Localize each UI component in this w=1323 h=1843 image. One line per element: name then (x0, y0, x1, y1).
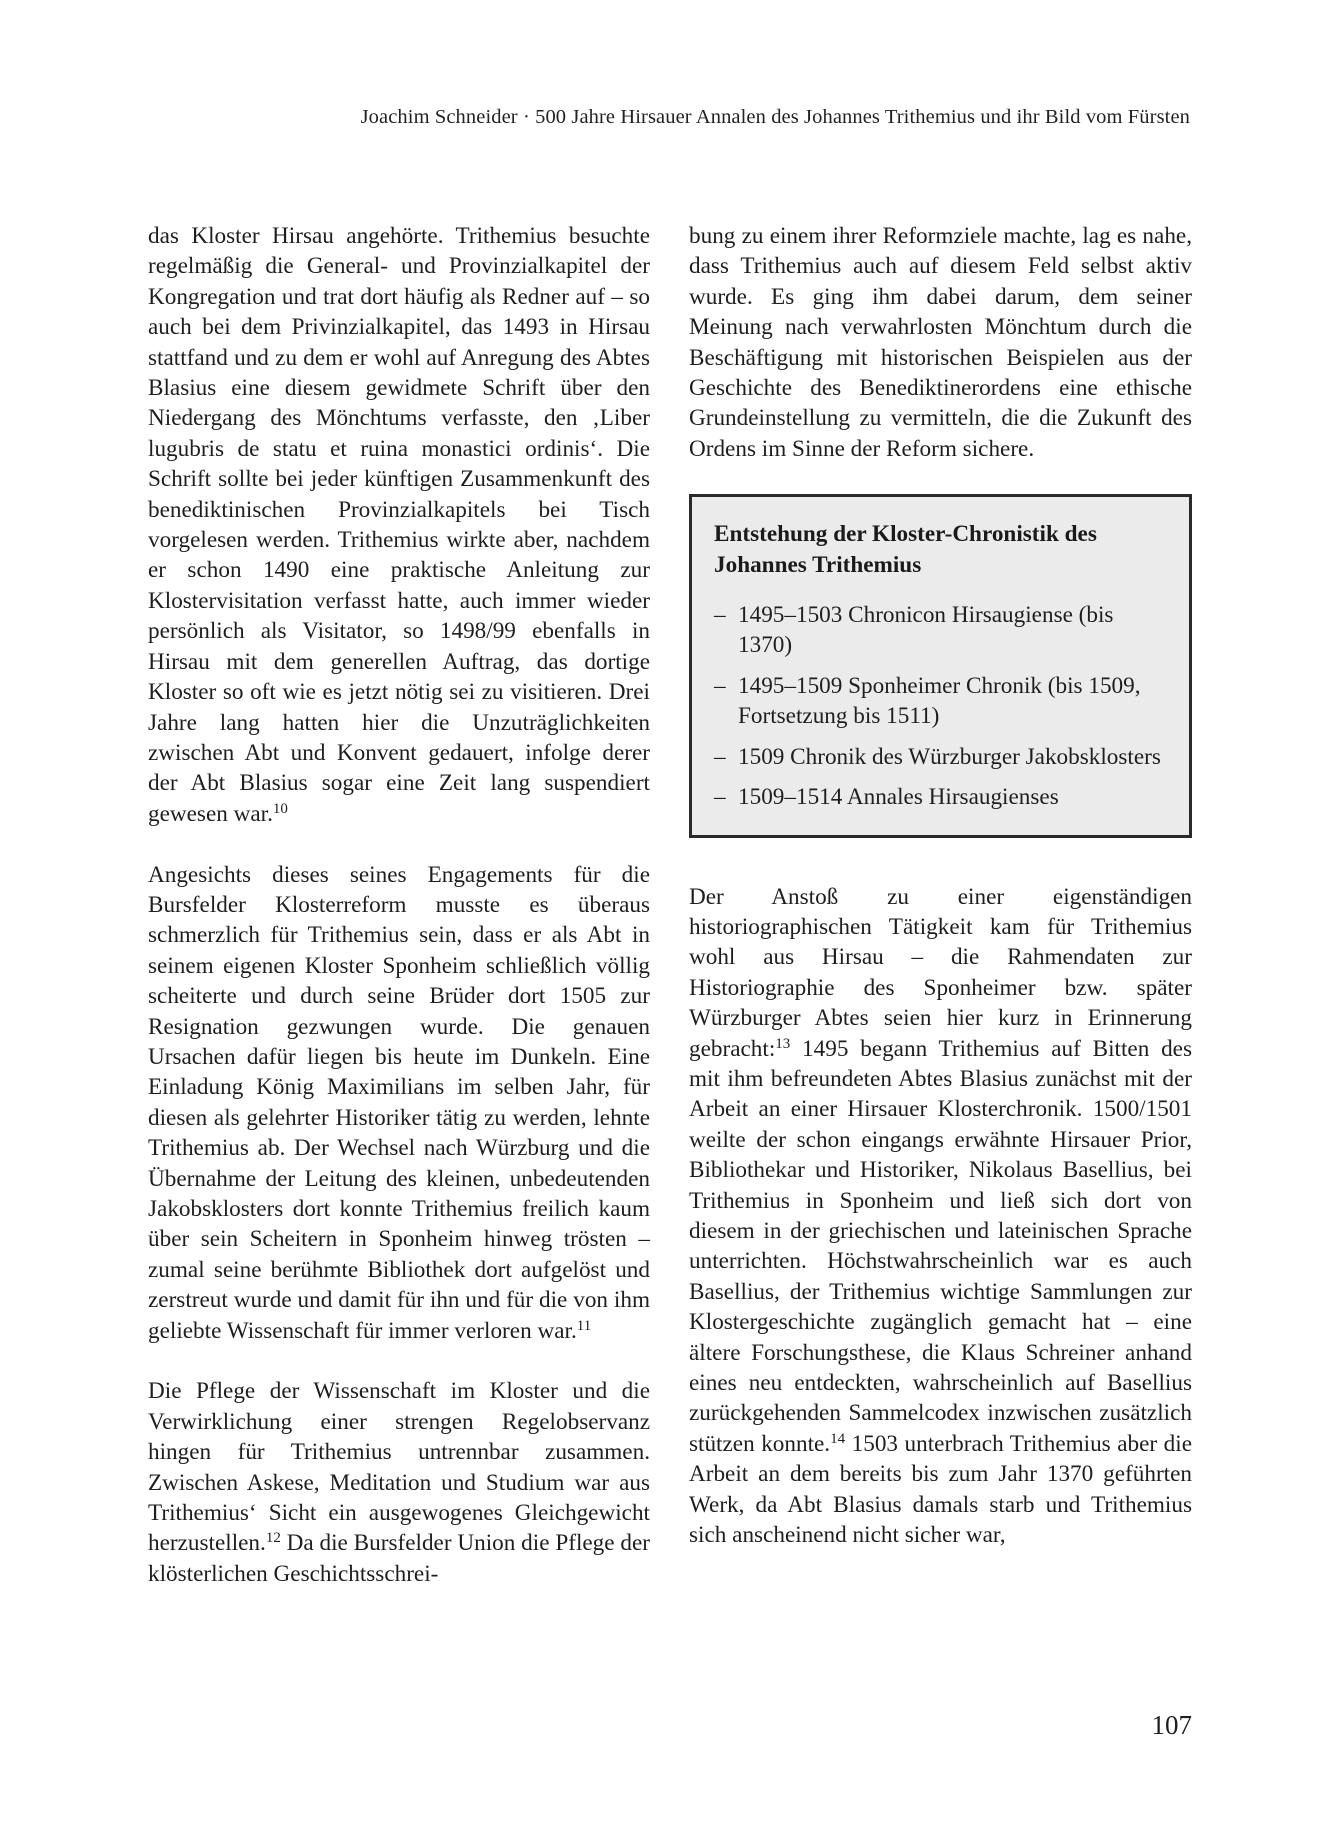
paragraph (148, 221, 650, 829)
chronology-box (689, 494, 1192, 837)
left-column (148, 221, 650, 1589)
list-item-text: 1495–1503 Chronicon Hirsaugiense (bis 1370) (738, 602, 1114, 659)
paragraph-text: Da die Bursfelder Union die Pflege der klösterlichen Geschichtsschrei- (148, 1530, 650, 1587)
page-number: 107 (1151, 1710, 1192, 1740)
dash-bullet: – (714, 672, 726, 699)
paragraph-text: das Kloster Hirsau angehörte. Trithemius besuchte regelmäßig die General- und Provinzialkapitel der Kongregation und trat dort häufig als Redner auf – so auch bei dem Privinzialkapitel, das 1493 in Hirsau stattfand und zu dem er wohl auf Anregung des Abtes Blasius eine diesem gewidmete Schrift über den Niedergang des Mönchtums verfasste, den ‚Liber lugubris de statu et ruina monastici ordinis‘. Die Schrift sollte bei jeder künftigen Zusammenkunft des benediktinischen Provinzialkapitels bei Tisch vorgelesen werden. Trithemius wirkte aber, nachdem er schon 1490 eine praktische Anleitung zur Klostervisitation verfasst hatte, auch immer wieder persönlich als Visitator, so 1498/99 ebenfalls in Hirsau mit dem generellen Auftrag, das dortige Kloster so oft wie es jetzt nötig sei zu visitieren. Drei Jahre lang hatten hier die Unzuträglichkeiten zwischen Abt und Konvent gedauert, infolge derer der Abt Blasius sogar eine Zeit lang suspendiert gewesen war. (148, 223, 650, 827)
chronology-list (714, 600, 1169, 812)
paragraph-text: 1503 unterbrach Trithemius aber die Arbeit an dem bereits bis zum Jahr 1370 geführten Werk, da Abt Blasius damals starb und Trithemius sich anscheinend nicht sicher war, (689, 1430, 1192, 1549)
paragraph-text: 1495 begann Trithemius auf Bitten des mit ihm befreundeten Abtes Blasius zunächst mit der Arbeit an einer Hirsauer Klosterchronik. 1500/1501 weilte der schon eingangs erwähnte Hirsauer Prior, Bibliothekar und Historiker, Nikolaus Basellius, bei Trithemius in Sponheim und ließ sich dort von diesem in der griechischen und lateinischen Sprache unterrichten. Höchstwahrscheinlich war es auch Basellius, der Trithemius wichtige Sammlungen zur Klostergeschichte zugänglich gemacht hat – eine ältere Forschungsthese, die Klaus Schreiner anhand eines neu entdeckten, wahrscheinlich auf Basellius zurückgehenden Sammelcodex inzwischen zusätzlich stützen konnte. (689, 1035, 1192, 1457)
footnote-ref[interactable]: 11 (576, 1317, 592, 1334)
list-item (714, 742, 1169, 772)
footnote-ref[interactable]: 14 (830, 1430, 846, 1447)
paragraph-text: Angesichts dieses seines Engagements für die Bursfelder Klosterreform musste es überaus schmerzlich für Trithemius sein, dass er als Abt in seinem eigenen Kloster Sponheim schließlich völlig scheiterte und durch seine Brüder dort 1505 zur Resignation gezwungen wurde. Die genauen Ursachen dafür liegen bis heute im Dunkeln. Eine Einladung König Maximilians im selben Jahr, für diesen als gelehrter Historiker tätig zu werden, lehnte Trithemius ab. Der Wechsel nach Würzburg und die Übernahme der Leitung des kleinen, unbedeutenden Jakobsklosters dort konnte Trithemius freilich kaum über sein Scheitern in Sponheim hinweg trösten – zumal seine berühmte Bibliothek dort aufgelöst und zerstreut wurde und damit für ihn und für die von ihm geliebte Wissenschaft für immer verloren war. (148, 861, 650, 1344)
dash-bullet: – (714, 784, 726, 811)
dash-bullet: – (714, 743, 726, 770)
list-item-text: 1495–1509 Sponheimer Chronik (bis 1509, Fortsetzung bis 1511) (738, 672, 1141, 730)
right-column (689, 221, 1192, 1550)
list-item (714, 782, 1169, 812)
list-item (714, 671, 1169, 732)
dash-bullet: – (714, 602, 726, 629)
paragraph (689, 221, 1192, 464)
paragraph-text: bung zu einem ihrer Reformziele machte, lag es nahe, dass Trithemius auch auf diesem Feld selbst aktiv wurde. Es ging ihm dabei darum, dem seiner Meinung nach verwahrlosten Mönchtum durch die Beschäftigung mit historischen Beispielen aus der Geschichte des Benediktinerordens eine ethische Grundeinstellung zu vermitteln, die die Zukunft des Ordens im Sinne der Reform sichere. (689, 223, 1192, 462)
paragraph (689, 882, 1192, 1551)
running-header: Joachim Schneider · 500 Jahre Hirsauer Annalen des Johannes Trithemius und ihr Bild vom Fürsten (360, 106, 1190, 128)
list-item-text: 1509–1514 Annales Hirsaugienses (738, 784, 1059, 811)
paragraph-text: Die Pflege der Wissenschaft im Kloster und die Verwirklichung einer strengen Regelobservanz hingen für Trithemius untrennbar zusammen. Zwischen Askese, Meditation und Studium war aus Trithemius‘ Sicht ein ausgewogenes Gleichgewicht herzustellen. (148, 1378, 650, 1557)
footnote-ref[interactable]: 10 (272, 800, 288, 817)
paragraph (148, 1376, 650, 1589)
list-item-text: 1509 Chronik des Würzburger Jakobsklosters (738, 743, 1161, 770)
footnote-ref[interactable]: 13 (775, 1035, 791, 1052)
list-item (714, 600, 1169, 661)
box-title: Entstehung der Kloster-Chronistik des Johannes Trithemius (714, 521, 1097, 578)
footnote-ref[interactable]: 12 (265, 1530, 281, 1547)
paragraph-text: Der Anstoß zu einer eigenständigen historiographischen Tätigkeit kam für Trithemius wohl aus Hirsau – die Rahmendaten zur Historiographie des Sponheimer bzw. später Würzburger Abtes seien hier kurz in Erinnerung gebracht: (689, 883, 1192, 1062)
paragraph (148, 860, 650, 1347)
